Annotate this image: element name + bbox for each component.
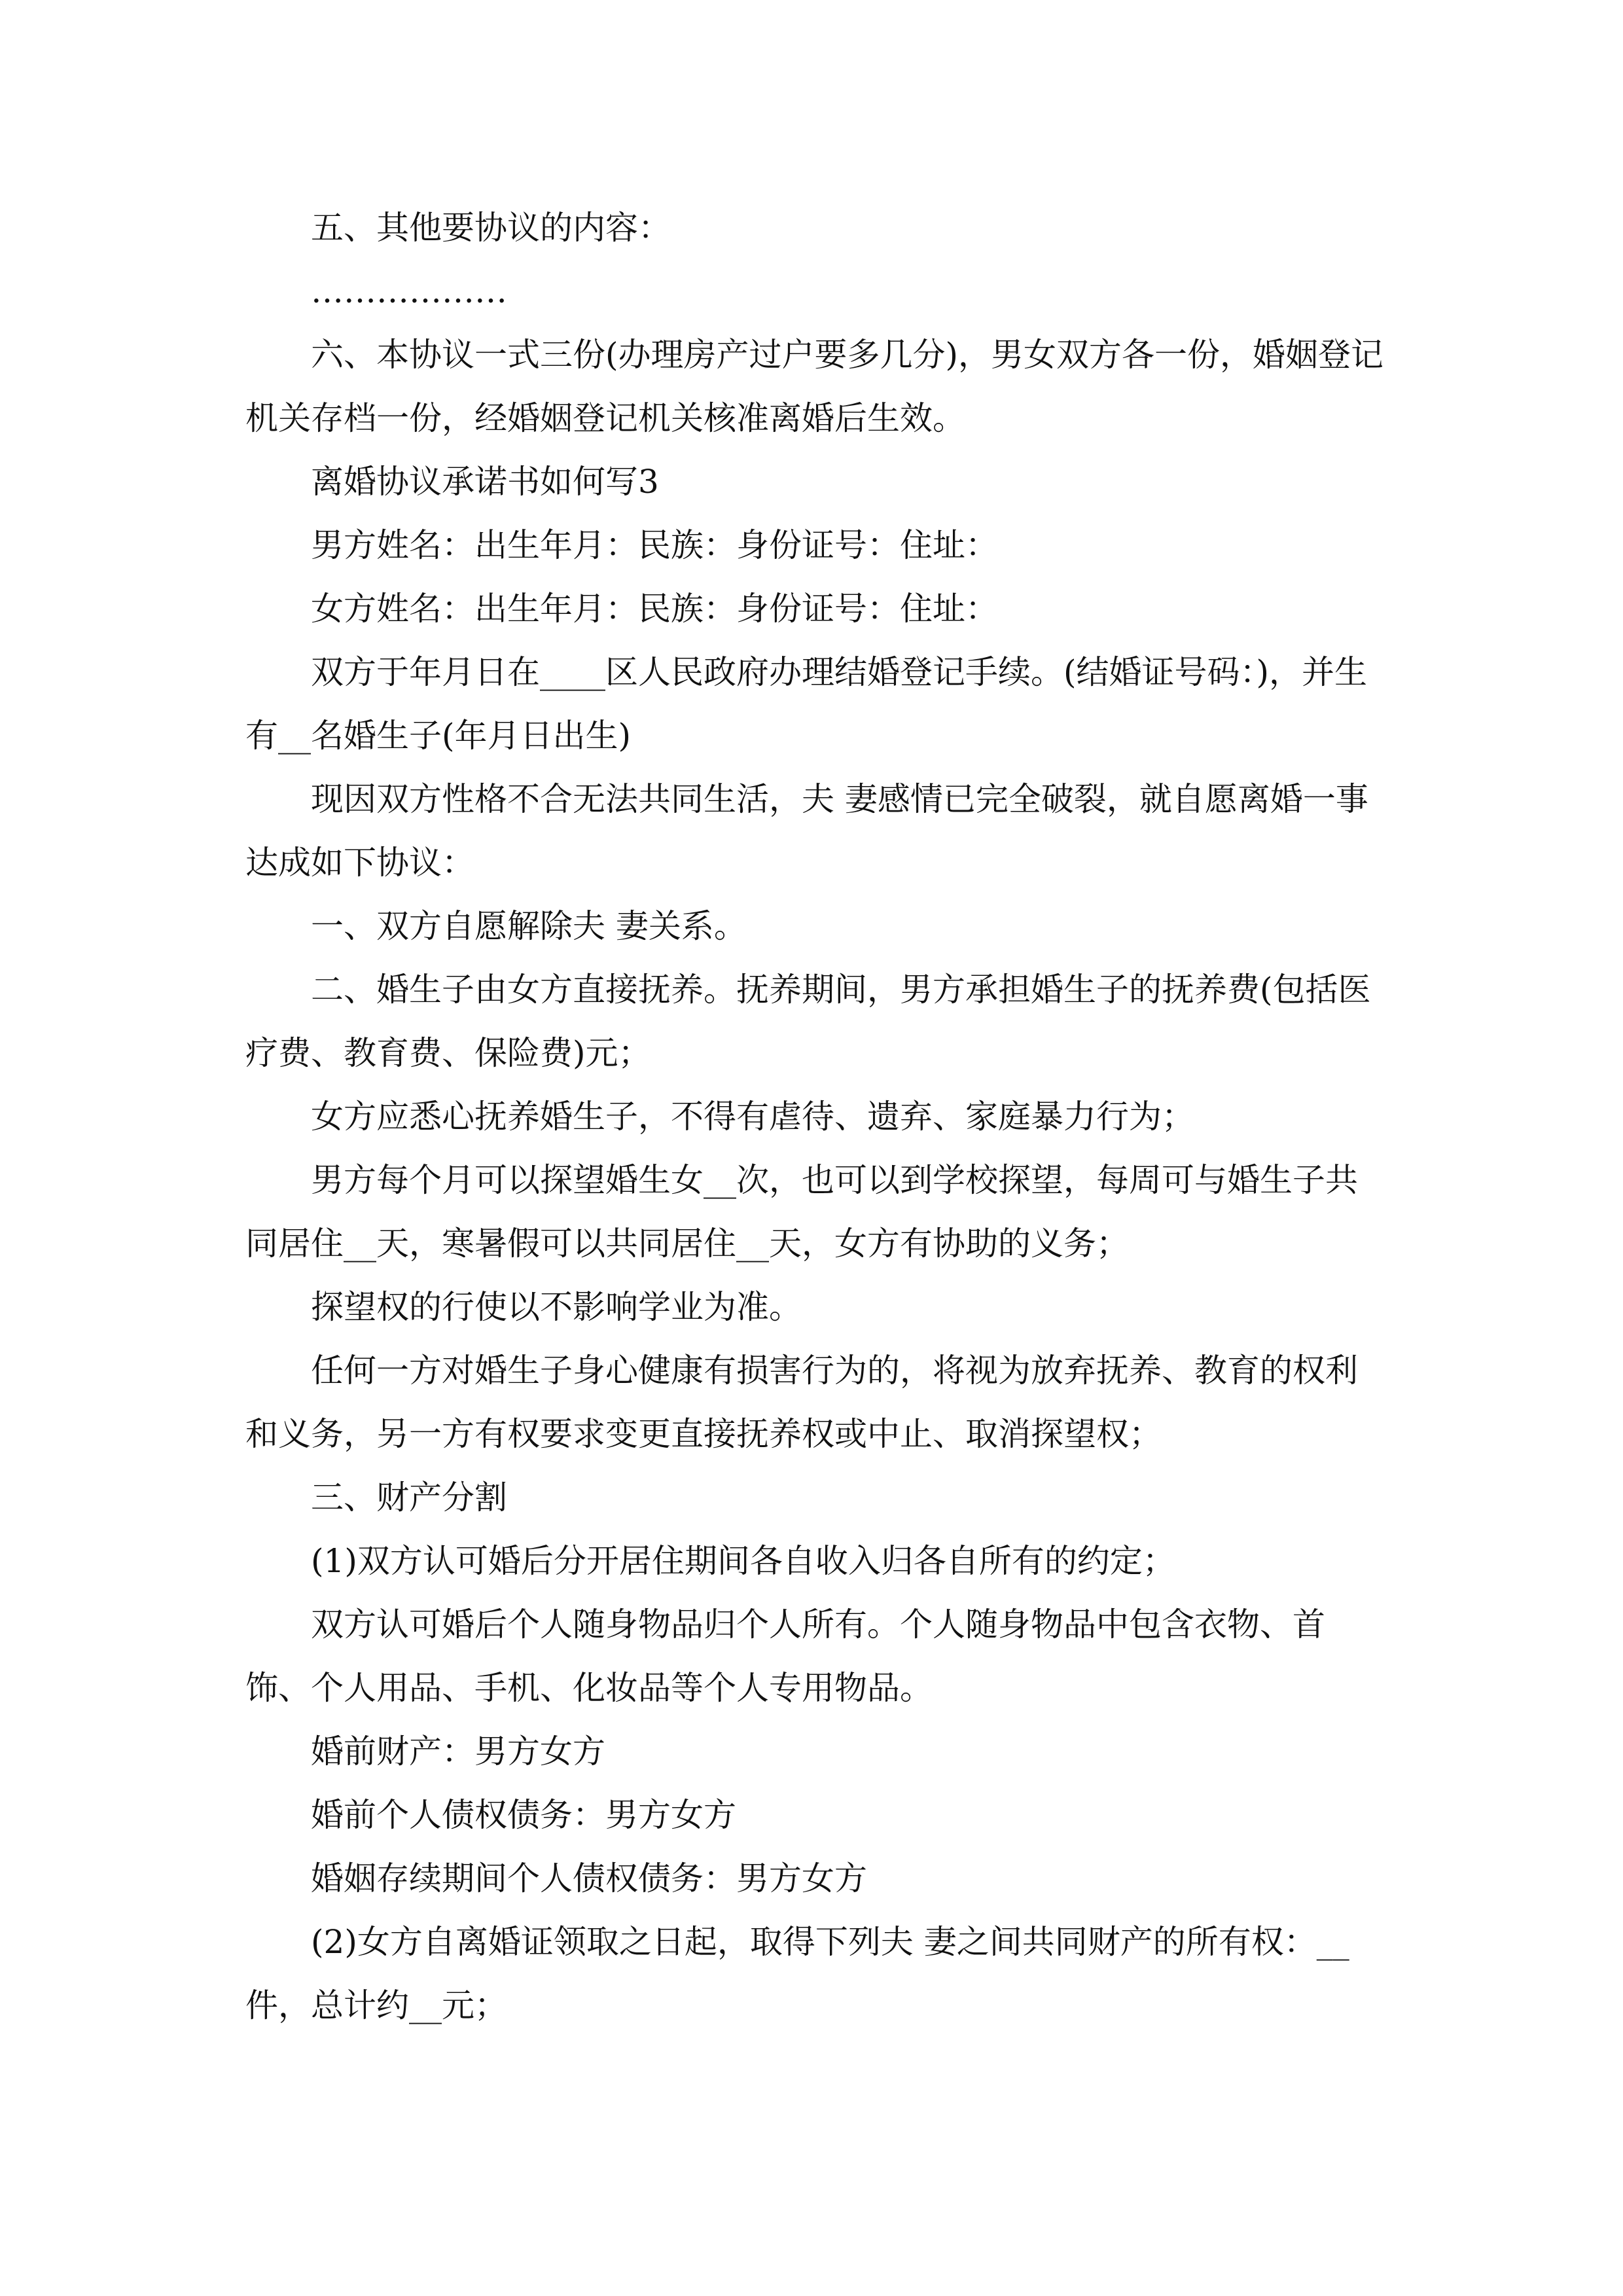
visitation-condition: 探望权的行使以不影响学业为准。 (311, 1288, 802, 1326)
premarital-property: 婚前财产：男方女方 (311, 1732, 605, 1770)
marriage-registration-paragraph: 双方于年月日在____区人民政府办理结婚登记手续。(结婚证号码：)，并生有__名婚生子(年月日出生) (245, 653, 1368, 755)
clause-3-heading: 三、财产分割 (311, 1479, 507, 1516)
document-subtitle: 离婚协议承诺书如何写3 (311, 463, 659, 501)
personal-belongings: 双方认可婚后个人随身物品归个人所有。个人随身物品中包含衣物、首饰、个人用品、手机、化妆品等个人专用物品。 (245, 1605, 1325, 1707)
visitation-terms: 男方每个月可以探望婚生女__次，也可以到学校探望，每周可与婚生子共同居住__天，寒暑假可以共同居住__天，女方有协助的义务； (245, 1161, 1358, 1263)
premarital-debts: 婚前个人债权债务：男方女方 (311, 1796, 736, 1834)
visitation-revocation: 任何一方对婚生子身心健康有损害行为的，将视为放弃抚养、教育的权利和义务，另一方有权要求变更直接抚养权或中止、取消探望权； (245, 1352, 1358, 1453)
section-6-paragraph: 六、本协议一式三份(办理房产过户要多几分)，男女双方各一份，婚姻登记机关存档一份，经婚姻登记机关核准离婚后生效。 (245, 336, 1384, 437)
wife-info-line: 女方姓名：出生年月：民族：身份证号：住址： (311, 590, 998, 628)
ellipsis-line: ……………… (311, 272, 507, 310)
custody-obligation: 女方应悉心抚养婚生子，不得有虐待、遗弃、家庭暴力行为； (311, 1098, 1194, 1136)
property-item-2: (2)女方自离婚证领取之日起，取得下列夫 妻之间共同财产的所有权：__件，总计约__元； (245, 1923, 1349, 2024)
marital-debts: 婚姻存续期间个人债权债务：男方女方 (311, 1859, 867, 1897)
section-5-heading: 五、其他要协议的内容： (311, 209, 671, 247)
clause-1: 一、双方自愿解除夫 妻关系。 (311, 907, 747, 945)
document-body (245, 196, 1384, 2037)
divorce-reason-paragraph: 现因双方性格不合无法共同生活，夫 妻感情已完全破裂，就自愿离婚一事达成如下协议： (245, 780, 1368, 882)
husband-info-line: 男方姓名：出生年月：民族：身份证号：住址： (311, 526, 998, 564)
property-item-1: (1)双方认可婚后分开居住期间各自收入归各自所有的约定； (311, 1542, 1175, 1580)
clause-2-custody: 二、婚生子由女方直接抚养。抚养期间，男方承担婚生子的抚养费(包括医疗费、教育费、保险费)元； (245, 971, 1371, 1072)
